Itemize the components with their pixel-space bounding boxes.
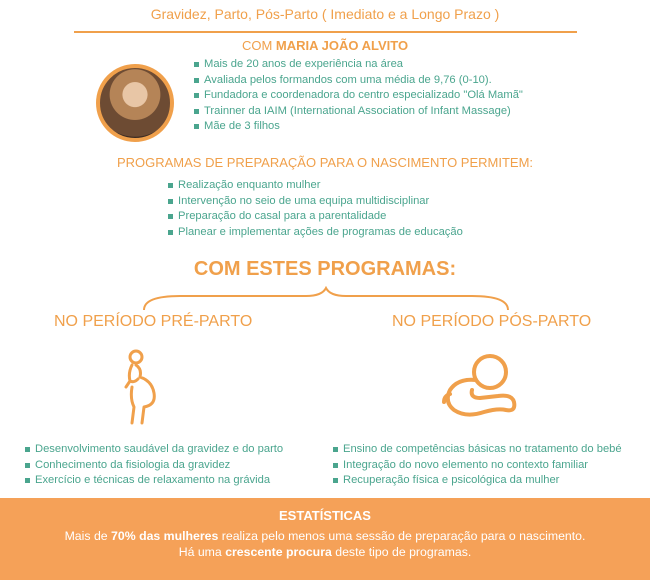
prepartum-heading: NO PERÍODO PRÉ-PARTO [54,313,253,330]
statistics-title: ESTATÍSTICAS [279,508,371,523]
postpartum-list [333,442,622,489]
page-subtitle: Gravidez, Parto, Pós-Parto ( Imediato e a Longo Prazo ) [150,6,500,22]
list-item: Exercício e técnicas de relaxamento na grávida [25,473,283,489]
stat-line2-pre: Há uma [178,545,226,559]
list-item: Recuperação física e psicológica da mulher [333,473,622,489]
divider-line [74,31,577,33]
list-item: Mais de 20 anos de experiência na área [194,57,523,73]
presenter-avatar [96,64,174,142]
presenter-name: MARIA JOÃO ALVITO [275,38,409,53]
brace-icon [140,286,512,312]
list-item: Avaliada pelos formandos com uma média de 9,76 (0-10). [194,73,523,89]
stat-line1-post: realiza pelo menos uma sessão de preparação para o nascimento. [218,529,586,543]
programs-title: PROGRAMAS DE PREPARAÇÃO PARA O NASCIMENTO PERMITEM: [116,155,534,170]
list-item: Intervenção no seio de uma equipa multidisciplinar [168,194,463,210]
list-item: Ensino de competências básicas no tratamento do bebé [333,442,622,458]
postpartum-heading: NO PERÍODO PÓS-PARTO [392,313,592,330]
section-title: COM ESTES PROGRAMAS: [193,258,457,280]
list-item: Trainner da IAIM (International Association of Infant Massage) [194,104,523,120]
list-item: Integração do novo elemento no contexto familiar [333,458,622,474]
baby-icon [440,350,524,422]
stat-line1-pre: Mais de [64,529,112,543]
bio-list [194,57,523,135]
programs-list [168,178,463,240]
list-item: Conhecimento da fisiologia da gravidez [25,458,283,474]
list-item: Realização enquanto mulher [168,178,463,194]
list-item: Desenvolvimento saudável da gravidez e do parto [25,442,283,458]
list-item: Preparação do casal para a parentalidade [168,209,463,225]
presenter-line [0,38,650,53]
stat-line2-bold: crescente procura [225,545,332,559]
statistics-panel [0,498,650,580]
presenter-prefix: COM [241,38,276,53]
list-item: Planear e implementar ações de programas de educação [168,225,463,241]
stat-line1-bold: 70% das mulheres [111,529,219,543]
list-item: Mãe de 3 filhos [194,119,523,135]
list-item: Fundadora e coordenadora do centro especializado "Olá Mamã" [194,88,523,104]
stat-line2-post: deste tipo de programas. [331,545,472,559]
statistics-text [0,528,650,560]
prepartum-list [25,442,283,489]
pregnant-woman-icon [118,347,164,427]
